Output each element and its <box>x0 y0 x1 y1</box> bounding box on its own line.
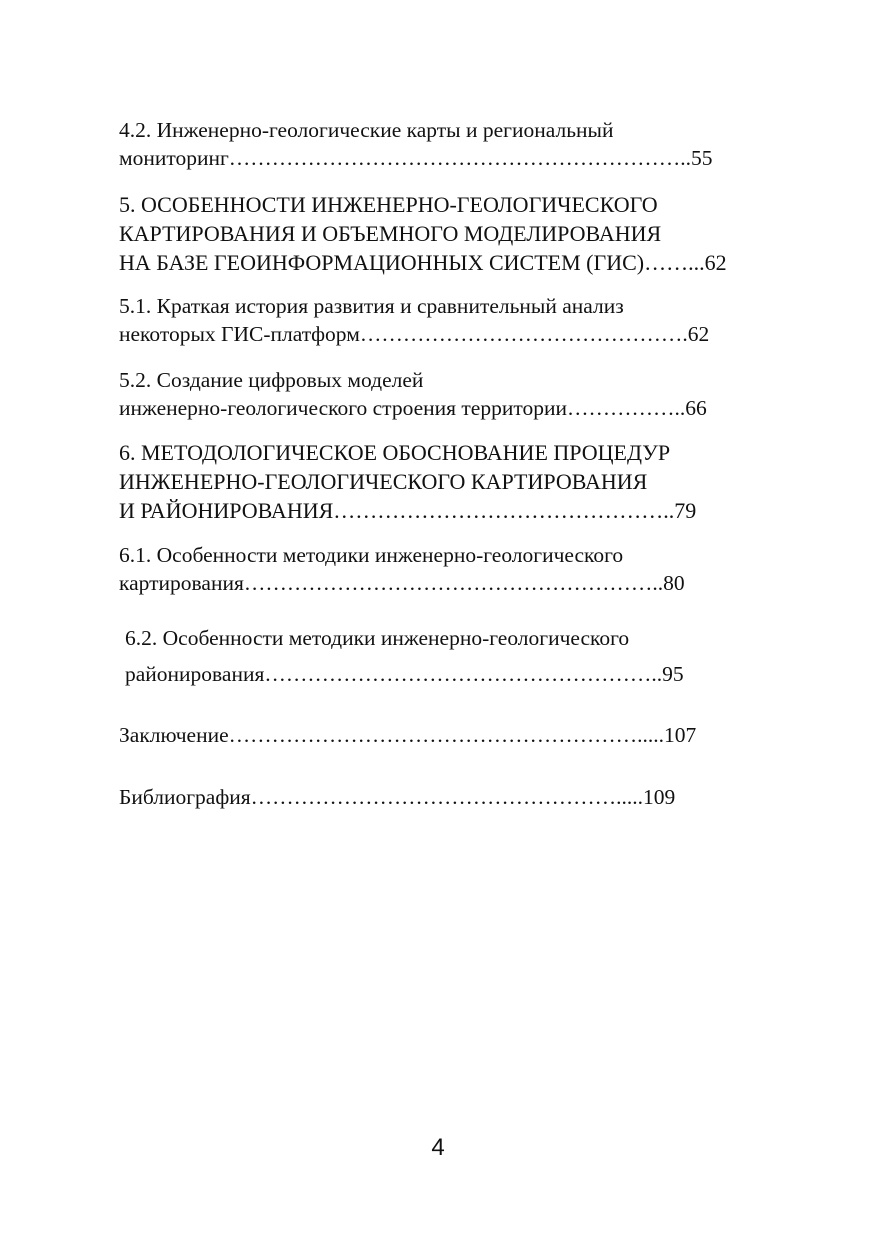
toc-line: Заключение………………………………………………….....107 <box>119 723 697 747</box>
toc-entry-5-1 <box>119 292 709 348</box>
toc-line: районирования………………………………………………..95 <box>125 662 684 686</box>
toc-line: 6.1. Особенности методики инженерно-геологического <box>119 543 624 567</box>
toc-line: мониторинг………………………………………………………..55 <box>119 146 713 170</box>
toc-line: инженерно-геологического строения территории……………..66 <box>119 396 707 420</box>
toc-line: картирования…………………………………………………..80 <box>119 571 685 595</box>
toc-entry-conclusion <box>119 721 696 749</box>
toc-line: И РАЙОНИРОВАНИЯ………………………………………..79 <box>119 498 697 523</box>
toc-entry-6-2 <box>125 620 684 692</box>
toc-entry-4-2 <box>119 116 713 172</box>
toc-line: Библиография…………………………………………….....109 <box>119 785 676 809</box>
page-number: 4 <box>431 1134 445 1161</box>
toc-line: 5.2. Создание цифровых моделей <box>119 368 424 392</box>
toc-line: 5.1. Краткая история развития и сравнительный анализ <box>119 294 624 318</box>
toc-entry-5-2 <box>119 366 707 422</box>
toc-line: некоторых ГИС-платформ……………………………………….62 <box>119 322 710 346</box>
toc-entry-5 <box>119 190 727 277</box>
toc-line: 4.2. Инженерно-геологические карты и региональный <box>119 118 614 142</box>
toc-entry-bibliography <box>119 783 675 811</box>
toc-line: 6. МЕТОДОЛОГИЧЕСКОЕ ОБОСНОВАНИЕ ПРОЦЕДУР <box>119 440 671 465</box>
toc-entry-6-1 <box>119 541 685 597</box>
toc-line: КАРТИРОВАНИЯ И ОБЪЕМНОГО МОДЕЛИРОВАНИЯ <box>119 221 662 246</box>
toc-line: ИНЖЕНЕРНО-ГЕОЛОГИЧЕСКОГО КАРТИРОВАНИЯ <box>119 469 648 494</box>
toc-line: НА БАЗЕ ГЕОИНФОРМАЦИОННЫХ СИСТЕМ (ГИС)……...62 <box>119 250 727 275</box>
toc-line: 5. ОСОБЕННОСТИ ИНЖЕНЕРНО-ГЕОЛОГИЧЕСКОГО <box>119 192 658 217</box>
toc-line: 6.2. Особенности методики инженерно-геологического <box>125 626 630 650</box>
toc-entry-6 <box>119 438 696 525</box>
